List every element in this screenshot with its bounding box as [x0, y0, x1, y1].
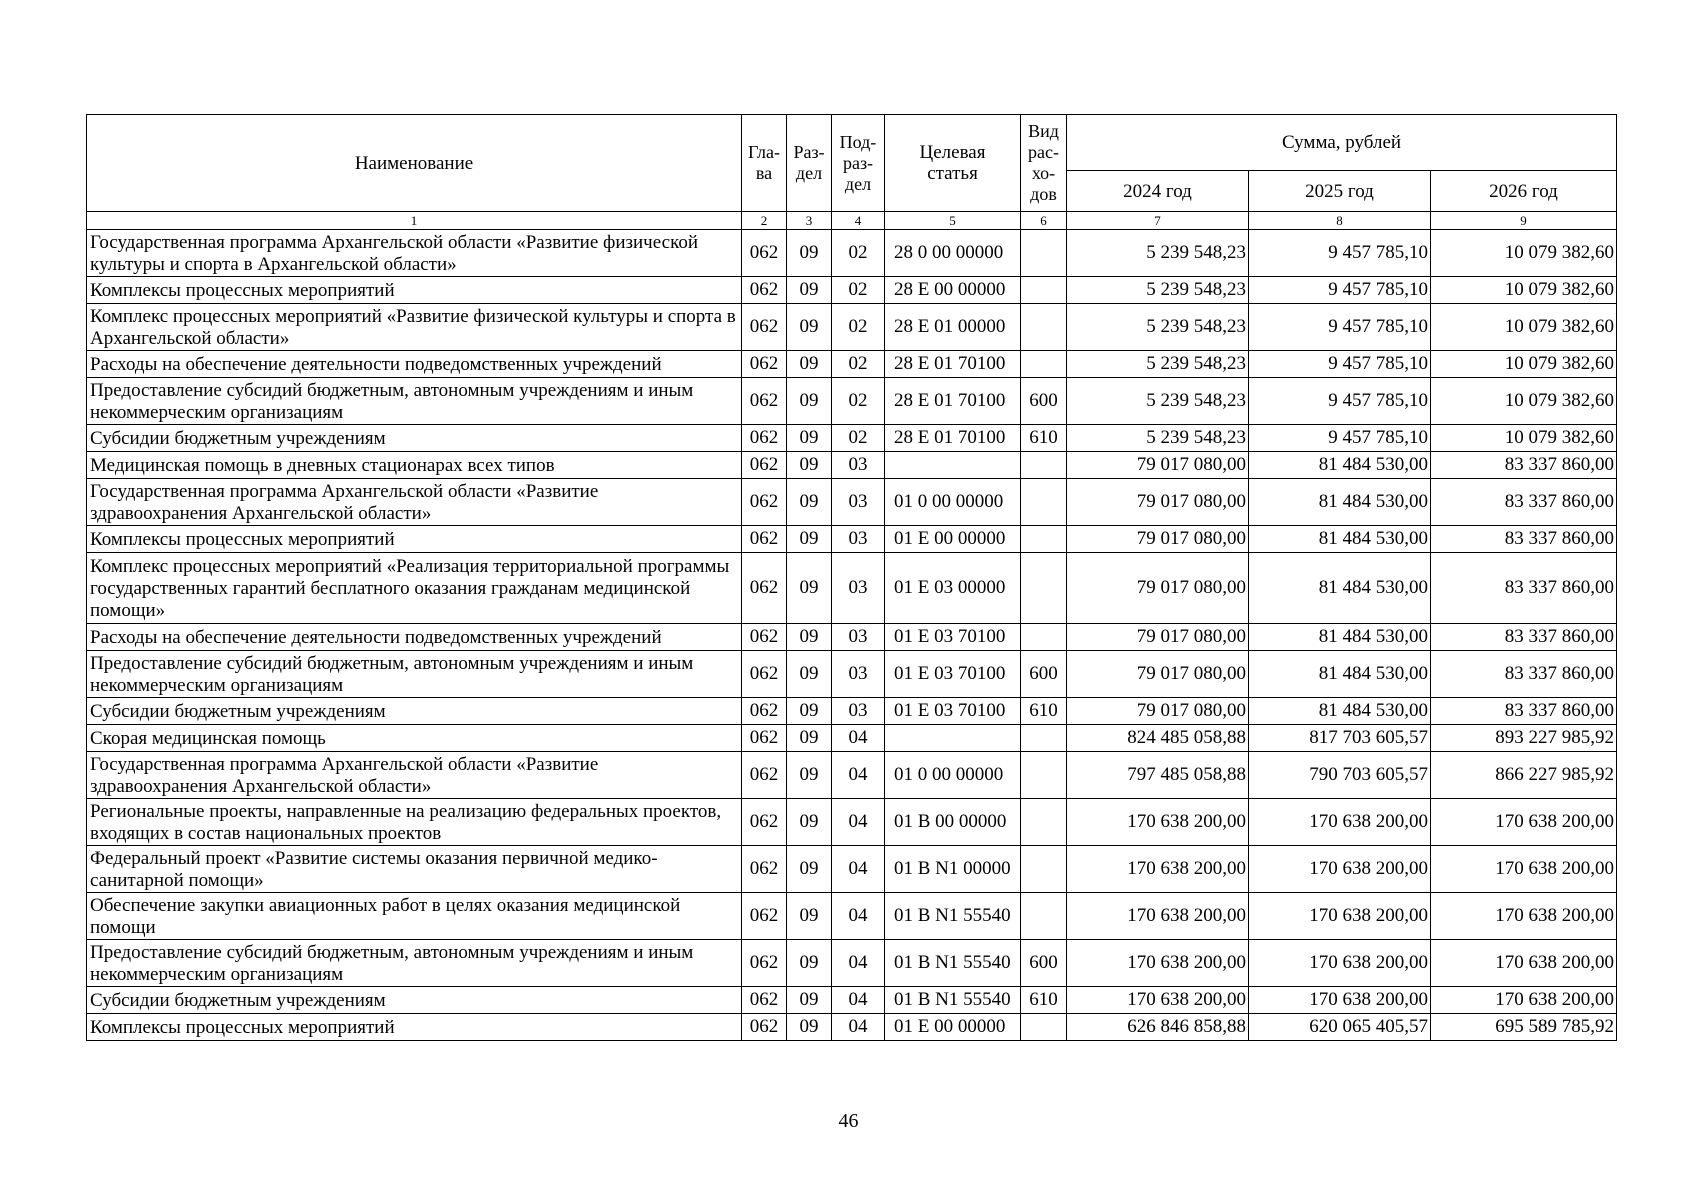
cell-expense-type	[1021, 624, 1067, 651]
cell-sum-2025: 9 457 785,10	[1249, 230, 1431, 277]
column-number: 6	[1021, 212, 1067, 230]
cell-sum-2026: 10 079 382,60	[1431, 230, 1617, 277]
cell-expense-type	[1021, 351, 1067, 378]
cell-sum-2025: 9 457 785,10	[1249, 378, 1431, 425]
cell-section: 09	[787, 987, 832, 1014]
column-number: 5	[885, 212, 1021, 230]
cell-section: 09	[787, 230, 832, 277]
cell-sum-2025: 9 457 785,10	[1249, 304, 1431, 351]
cell-name: Государственная программа Архангельской области «Развитие физической культуры и спорта в Архангельской области»	[87, 230, 742, 277]
cell-name: Комплексы процессных мероприятий	[87, 1014, 742, 1041]
cell-expense-type	[1021, 752, 1067, 799]
cell-sum-2026: 170 638 200,00	[1431, 987, 1617, 1014]
cell-sum-2025: 81 484 530,00	[1249, 698, 1431, 725]
cell-subsection: 04	[832, 799, 885, 846]
cell-expense-type	[1021, 1014, 1067, 1041]
cell-expense-type	[1021, 799, 1067, 846]
column-number: 8	[1249, 212, 1431, 230]
cell-sum-2024: 170 638 200,00	[1067, 799, 1249, 846]
cell-section: 09	[787, 624, 832, 651]
cell-target: 01 В N1 55540	[885, 987, 1021, 1014]
cell-name: Комплексы процессных мероприятий	[87, 526, 742, 553]
cell-sum-2024: 79 017 080,00	[1067, 479, 1249, 526]
cell-expense-type	[1021, 553, 1067, 624]
cell-subsection: 03	[832, 553, 885, 624]
cell-chapter: 062	[742, 230, 787, 277]
cell-sum-2026: 10 079 382,60	[1431, 378, 1617, 425]
cell-subsection: 03	[832, 526, 885, 553]
cell-expense-type	[1021, 846, 1067, 893]
cell-expense-type	[1021, 277, 1067, 304]
cell-subsection: 04	[832, 725, 885, 752]
cell-sum-2026: 695 589 785,92	[1431, 1014, 1617, 1041]
header-chapter: Гла- ва	[742, 115, 787, 212]
cell-target: 28 Е 01 00000	[885, 304, 1021, 351]
table-row	[87, 799, 1617, 846]
cell-sum-2026: 83 337 860,00	[1431, 479, 1617, 526]
table-row	[87, 651, 1617, 698]
cell-sum-2026: 10 079 382,60	[1431, 304, 1617, 351]
cell-sum-2025: 790 703 605,57	[1249, 752, 1431, 799]
cell-sum-2026: 10 079 382,60	[1431, 277, 1617, 304]
cell-target: 01 Е 03 70100	[885, 651, 1021, 698]
cell-sum-2024: 5 239 548,23	[1067, 277, 1249, 304]
cell-chapter: 062	[742, 940, 787, 987]
cell-sum-2024: 626 846 858,88	[1067, 1014, 1249, 1041]
cell-section: 09	[787, 553, 832, 624]
header-year-2024: 2024 год	[1067, 171, 1249, 212]
cell-name: Субсидии бюджетным учреждениям	[87, 987, 742, 1014]
cell-sum-2024: 170 638 200,00	[1067, 846, 1249, 893]
header-expense-type: Вид рас- хо- дов	[1021, 115, 1067, 212]
cell-chapter: 062	[742, 277, 787, 304]
cell-sum-2025: 9 457 785,10	[1249, 425, 1431, 452]
cell-section: 09	[787, 752, 832, 799]
cell-name: Комплексы процессных мероприятий	[87, 277, 742, 304]
cell-target: 28 Е 01 70100	[885, 378, 1021, 425]
cell-name: Медицинская помощь в дневных стационарах всех типов	[87, 452, 742, 479]
cell-name: Государственная программа Архангельской области «Развитие здравоохранения Архангельской области»	[87, 752, 742, 799]
cell-sum-2025: 81 484 530,00	[1249, 452, 1431, 479]
cell-sum-2024: 79 017 080,00	[1067, 452, 1249, 479]
cell-target	[885, 452, 1021, 479]
cell-subsection: 04	[832, 987, 885, 1014]
table-row	[87, 277, 1617, 304]
table-row	[87, 304, 1617, 351]
column-number: 2	[742, 212, 787, 230]
header-sum: Сумма, рублей	[1067, 115, 1617, 171]
cell-section: 09	[787, 725, 832, 752]
cell-name: Государственная программа Архангельской области «Развитие здравоохранения Архангельской области»	[87, 479, 742, 526]
cell-name: Федеральный проект «Развитие системы оказания первичной медико-санитарной помощи»	[87, 846, 742, 893]
table-row	[87, 846, 1617, 893]
cell-expense-type	[1021, 725, 1067, 752]
cell-subsection: 04	[832, 1014, 885, 1041]
cell-chapter: 062	[742, 452, 787, 479]
cell-target	[885, 725, 1021, 752]
cell-chapter: 062	[742, 624, 787, 651]
cell-subsection: 02	[832, 304, 885, 351]
cell-section: 09	[787, 1014, 832, 1041]
header-year-2025: 2025 год	[1249, 171, 1431, 212]
cell-expense-type	[1021, 452, 1067, 479]
cell-section: 09	[787, 526, 832, 553]
table-row	[87, 452, 1617, 479]
cell-sum-2024: 5 239 548,23	[1067, 351, 1249, 378]
cell-sum-2025: 170 638 200,00	[1249, 987, 1431, 1014]
cell-subsection: 02	[832, 277, 885, 304]
cell-section: 09	[787, 893, 832, 940]
cell-sum-2026: 893 227 985,92	[1431, 725, 1617, 752]
header-year-2026: 2026 год	[1431, 171, 1617, 212]
cell-name: Комплекс процессных мероприятий «Реализация территориальной программы государственных гарантий бесплатного оказания гражданам медицинской помощи»	[87, 553, 742, 624]
cell-name: Расходы на обеспечение деятельности подведомственных учреждений	[87, 351, 742, 378]
table-row	[87, 624, 1617, 651]
table-row	[87, 940, 1617, 987]
cell-expense-type	[1021, 304, 1067, 351]
cell-expense-type: 600	[1021, 378, 1067, 425]
cell-name: Скорая медицинская помощь	[87, 725, 742, 752]
cell-chapter: 062	[742, 378, 787, 425]
cell-target: 28 0 00 00000	[885, 230, 1021, 277]
cell-section: 09	[787, 799, 832, 846]
cell-section: 09	[787, 651, 832, 698]
cell-section: 09	[787, 940, 832, 987]
column-number: 7	[1067, 212, 1249, 230]
cell-sum-2026: 83 337 860,00	[1431, 452, 1617, 479]
cell-sum-2025: 81 484 530,00	[1249, 553, 1431, 624]
cell-target: 01 Е 00 00000	[885, 1014, 1021, 1041]
cell-chapter: 062	[742, 425, 787, 452]
table-row	[87, 752, 1617, 799]
cell-section: 09	[787, 479, 832, 526]
cell-sum-2024: 797 485 058,88	[1067, 752, 1249, 799]
cell-sum-2024: 170 638 200,00	[1067, 940, 1249, 987]
cell-chapter: 062	[742, 351, 787, 378]
cell-expense-type	[1021, 893, 1067, 940]
cell-target: 01 В N1 55540	[885, 940, 1021, 987]
table-row	[87, 526, 1617, 553]
cell-sum-2026: 170 638 200,00	[1431, 893, 1617, 940]
cell-subsection: 04	[832, 752, 885, 799]
cell-expense-type	[1021, 230, 1067, 277]
cell-expense-type	[1021, 479, 1067, 526]
cell-expense-type: 600	[1021, 940, 1067, 987]
cell-section: 09	[787, 846, 832, 893]
cell-section: 09	[787, 452, 832, 479]
cell-sum-2024: 79 017 080,00	[1067, 624, 1249, 651]
cell-expense-type: 610	[1021, 425, 1067, 452]
cell-sum-2025: 170 638 200,00	[1249, 940, 1431, 987]
cell-sum-2024: 170 638 200,00	[1067, 893, 1249, 940]
cell-section: 09	[787, 698, 832, 725]
cell-chapter: 062	[742, 1014, 787, 1041]
cell-name: Субсидии бюджетным учреждениям	[87, 698, 742, 725]
cell-sum-2026: 83 337 860,00	[1431, 553, 1617, 624]
cell-target: 01 Е 03 00000	[885, 553, 1021, 624]
cell-sum-2025: 81 484 530,00	[1249, 624, 1431, 651]
cell-sum-2024: 5 239 548,23	[1067, 425, 1249, 452]
cell-name: Предоставление субсидий бюджетным, автономным учреждениям и иным некоммерческим организациям	[87, 378, 742, 425]
cell-chapter: 062	[742, 725, 787, 752]
cell-sum-2024: 79 017 080,00	[1067, 553, 1249, 624]
cell-sum-2026: 10 079 382,60	[1431, 351, 1617, 378]
cell-section: 09	[787, 425, 832, 452]
cell-sum-2024: 824 485 058,88	[1067, 725, 1249, 752]
cell-subsection: 04	[832, 846, 885, 893]
column-number: 3	[787, 212, 832, 230]
cell-sum-2026: 170 638 200,00	[1431, 799, 1617, 846]
cell-sum-2026: 866 227 985,92	[1431, 752, 1617, 799]
cell-subsection: 02	[832, 378, 885, 425]
cell-sum-2025: 170 638 200,00	[1249, 893, 1431, 940]
cell-target: 01 0 00 00000	[885, 752, 1021, 799]
cell-sum-2026: 83 337 860,00	[1431, 651, 1617, 698]
cell-chapter: 062	[742, 893, 787, 940]
cell-sum-2025: 620 065 405,57	[1249, 1014, 1431, 1041]
page-number: 46	[838, 1110, 859, 1132]
table-row	[87, 378, 1617, 425]
cell-sum-2026: 10 079 382,60	[1431, 425, 1617, 452]
table-row	[87, 725, 1617, 752]
cell-target: 28 Е 00 00000	[885, 277, 1021, 304]
table-row	[87, 479, 1617, 526]
cell-target: 01 В 00 00000	[885, 799, 1021, 846]
cell-sum-2025: 817 703 605,57	[1249, 725, 1431, 752]
cell-subsection: 03	[832, 651, 885, 698]
header-target: Целевая статья	[885, 115, 1021, 212]
header-name: Наименование	[87, 115, 742, 212]
cell-expense-type: 610	[1021, 987, 1067, 1014]
cell-sum-2026: 83 337 860,00	[1431, 526, 1617, 553]
table-row	[87, 987, 1617, 1014]
cell-sum-2026: 170 638 200,00	[1431, 940, 1617, 987]
cell-sum-2025: 81 484 530,00	[1249, 479, 1431, 526]
cell-chapter: 062	[742, 752, 787, 799]
table-row	[87, 1014, 1617, 1041]
cell-sum-2026: 83 337 860,00	[1431, 698, 1617, 725]
table-row	[87, 425, 1617, 452]
cell-name: Расходы на обеспечение деятельности подведомственных учреждений	[87, 624, 742, 651]
cell-section: 09	[787, 378, 832, 425]
cell-target: 01 Е 00 00000	[885, 526, 1021, 553]
cell-chapter: 062	[742, 479, 787, 526]
table-body	[87, 230, 1617, 1041]
cell-expense-type: 600	[1021, 651, 1067, 698]
cell-sum-2024: 5 239 548,23	[1067, 378, 1249, 425]
cell-subsection: 03	[832, 624, 885, 651]
cell-subsection: 04	[832, 893, 885, 940]
cell-name: Субсидии бюджетным учреждениям	[87, 425, 742, 452]
table-row	[87, 553, 1617, 624]
table-row	[87, 698, 1617, 725]
cell-chapter: 062	[742, 846, 787, 893]
cell-target: 01 В N1 55540	[885, 893, 1021, 940]
cell-chapter: 062	[742, 698, 787, 725]
cell-name: Обеспечение закупки авиационных работ в целях оказания медицинской помощи	[87, 893, 742, 940]
cell-subsection: 02	[832, 425, 885, 452]
cell-name: Комплекс процессных мероприятий «Развитие физической культуры и спорта в Архангельской области»	[87, 304, 742, 351]
cell-chapter: 062	[742, 304, 787, 351]
cell-chapter: 062	[742, 553, 787, 624]
cell-target: 01 0 00 00000	[885, 479, 1021, 526]
cell-subsection: 02	[832, 230, 885, 277]
cell-sum-2024: 79 017 080,00	[1067, 651, 1249, 698]
cell-sum-2024: 79 017 080,00	[1067, 698, 1249, 725]
table-row	[87, 230, 1617, 277]
cell-section: 09	[787, 304, 832, 351]
cell-subsection: 03	[832, 452, 885, 479]
header-section: Раз- дел	[787, 115, 832, 212]
cell-sum-2026: 170 638 200,00	[1431, 846, 1617, 893]
cell-name: Региональные проекты, направленные на реализацию федеральных проектов, входящих в состав национальных проектов	[87, 799, 742, 846]
cell-chapter: 062	[742, 987, 787, 1014]
cell-expense-type	[1021, 526, 1067, 553]
cell-name: Предоставление субсидий бюджетным, автономным учреждениям и иным некоммерческим организациям	[87, 651, 742, 698]
cell-sum-2024: 79 017 080,00	[1067, 526, 1249, 553]
cell-chapter: 062	[742, 799, 787, 846]
cell-target: 01 Е 03 70100	[885, 624, 1021, 651]
cell-target: 28 Е 01 70100	[885, 351, 1021, 378]
cell-sum-2025: 81 484 530,00	[1249, 526, 1431, 553]
budget-table	[86, 114, 1617, 1041]
cell-chapter: 062	[742, 526, 787, 553]
cell-sum-2024: 170 638 200,00	[1067, 987, 1249, 1014]
cell-target: 28 Е 01 70100	[885, 425, 1021, 452]
cell-target: 01 Е 03 70100	[885, 698, 1021, 725]
cell-expense-type: 610	[1021, 698, 1067, 725]
cell-section: 09	[787, 351, 832, 378]
cell-subsection: 03	[832, 698, 885, 725]
cell-target: 01 В N1 00000	[885, 846, 1021, 893]
cell-subsection: 02	[832, 351, 885, 378]
column-number: 1	[87, 212, 742, 230]
cell-section: 09	[787, 277, 832, 304]
cell-chapter: 062	[742, 651, 787, 698]
cell-sum-2025: 81 484 530,00	[1249, 651, 1431, 698]
cell-sum-2025: 9 457 785,10	[1249, 351, 1431, 378]
table-row	[87, 351, 1617, 378]
column-number: 9	[1431, 212, 1617, 230]
cell-sum-2025: 170 638 200,00	[1249, 799, 1431, 846]
cell-sum-2024: 5 239 548,23	[1067, 230, 1249, 277]
cell-sum-2026: 83 337 860,00	[1431, 624, 1617, 651]
cell-name: Предоставление субсидий бюджетным, автономным учреждениям и иным некоммерческим организациям	[87, 940, 742, 987]
cell-subsection: 04	[832, 940, 885, 987]
cell-sum-2025: 170 638 200,00	[1249, 846, 1431, 893]
column-number: 4	[832, 212, 885, 230]
cell-subsection: 03	[832, 479, 885, 526]
cell-sum-2024: 5 239 548,23	[1067, 304, 1249, 351]
table-row	[87, 893, 1617, 940]
header-subsection: Под- раз- дел	[832, 115, 885, 212]
cell-sum-2025: 9 457 785,10	[1249, 277, 1431, 304]
